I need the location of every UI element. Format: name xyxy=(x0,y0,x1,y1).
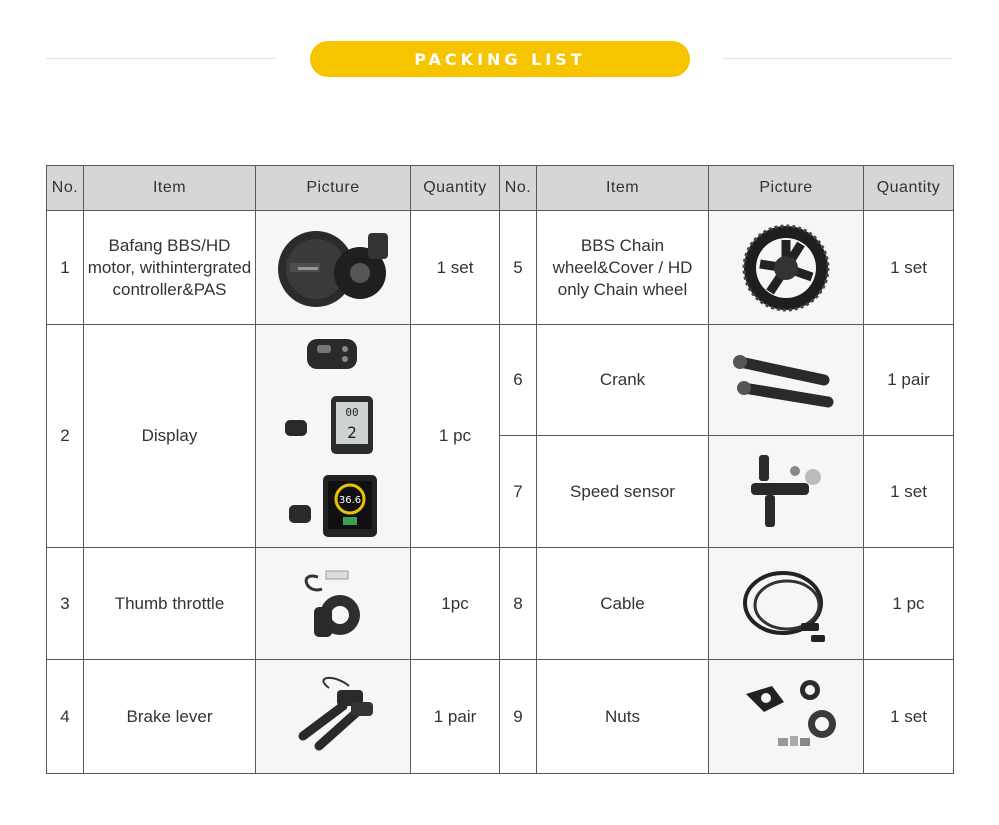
item-picture xyxy=(709,325,864,436)
throttle-icon xyxy=(278,561,388,647)
item-quantity: 1pc xyxy=(411,548,500,660)
item-name: Brake lever xyxy=(84,660,256,774)
packing-list-banner xyxy=(310,41,690,77)
row-number: 1 xyxy=(47,211,84,325)
header-quantity-2: Quantity xyxy=(864,166,954,211)
lcd-top-readout: 00 xyxy=(345,405,359,419)
row-number: 3 xyxy=(47,548,84,660)
table-row xyxy=(47,211,954,325)
nuts-icon xyxy=(726,672,846,762)
row-number: 7 xyxy=(500,436,537,548)
item-name: Speed sensor xyxy=(537,436,709,548)
row-number: 4 xyxy=(47,660,84,774)
header-no-2: No. xyxy=(500,166,537,211)
table-row xyxy=(47,325,954,436)
table-row xyxy=(47,660,954,774)
item-picture xyxy=(256,211,411,325)
brake-lever-icon xyxy=(273,672,393,762)
item-picture xyxy=(256,325,411,548)
item-quantity: 1 set xyxy=(411,211,500,325)
row-number: 9 xyxy=(500,660,537,774)
display-icon xyxy=(301,333,365,377)
display-lcd-icon xyxy=(283,394,383,456)
item-name: Crank xyxy=(537,325,709,436)
color-speed-readout: 36.6 xyxy=(338,494,362,506)
packing-list-table xyxy=(46,165,954,774)
color-display-icon xyxy=(283,473,383,539)
speed-sensor-icon xyxy=(731,447,841,537)
item-name: Nuts xyxy=(537,660,709,774)
item-picture xyxy=(256,660,411,774)
item-quantity: 1 pair xyxy=(411,660,500,774)
header-item-2: Item xyxy=(537,166,709,211)
item-name: BBS Chain wheel&Cover / HD only Chain wheel xyxy=(537,211,709,325)
crank-icon xyxy=(726,340,846,420)
header-picture-2: Picture xyxy=(709,166,864,211)
item-quantity: 1 set xyxy=(864,436,954,548)
motor-icon xyxy=(268,223,398,313)
item-quantity: 1 pc xyxy=(411,325,500,548)
row-number: 2 xyxy=(47,325,84,548)
header-row xyxy=(47,166,954,211)
row-number: 5 xyxy=(500,211,537,325)
item-quantity: 1 pc xyxy=(864,548,954,660)
lcd-level-readout: 2 xyxy=(347,422,357,442)
cable-icon xyxy=(731,559,841,649)
row-number: 8 xyxy=(500,548,537,660)
right-divider xyxy=(722,58,953,59)
item-quantity: 1 pair xyxy=(864,325,954,436)
header-quantity: Quantity xyxy=(411,166,500,211)
chain-wheel-icon xyxy=(731,220,841,316)
table-row xyxy=(47,548,954,660)
item-picture xyxy=(256,548,411,660)
header-picture: Picture xyxy=(256,166,411,211)
row-number: 6 xyxy=(500,325,537,436)
item-name: Cable xyxy=(537,548,709,660)
item-name: Display xyxy=(84,325,256,548)
item-quantity: 1 set xyxy=(864,660,954,774)
banner-title: PACKING LIST xyxy=(414,49,586,69)
header-item: Item xyxy=(84,166,256,211)
item-name: Thumb throttle xyxy=(84,548,256,660)
item-name: Bafang BBS/HD motor, withintergrated controller&PAS xyxy=(84,211,256,325)
left-divider xyxy=(46,58,276,59)
item-picture xyxy=(709,548,864,660)
item-picture xyxy=(709,436,864,548)
item-quantity: 1 set xyxy=(864,211,954,325)
header-no: No. xyxy=(47,166,84,211)
item-picture xyxy=(709,211,864,325)
item-picture xyxy=(709,660,864,774)
